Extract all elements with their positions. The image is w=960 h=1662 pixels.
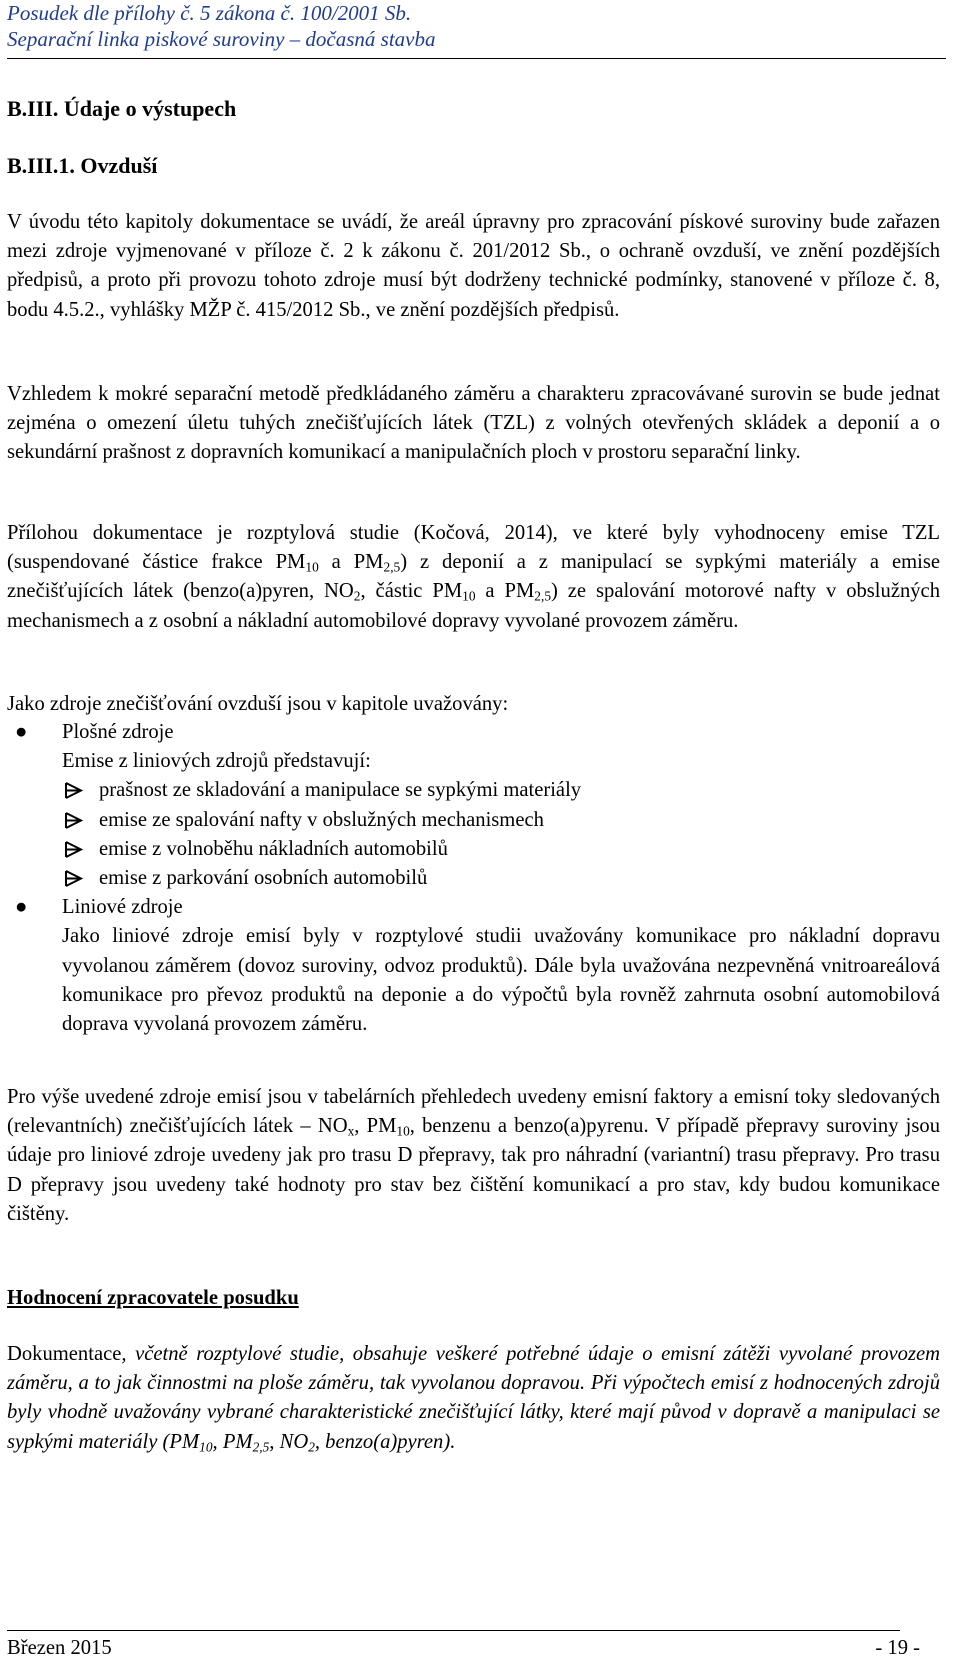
sub-list-item: emise ze spalování nafty v obslužných mechanismech [7, 806, 940, 835]
sub-list-intro: Emise z liniových zdrojů představují: [62, 750, 371, 773]
header-divider [7, 58, 946, 59]
sub-list-item: emise z volnoběhu nákladních automobilů [7, 835, 940, 864]
header-line-2: Separační linka piskové suroviny – dočasná stavba [7, 27, 436, 51]
paragraph-intro: V úvodu této kapitoly dokumentace se uvádí, že areál úpravny pro zpracování pískové suroviny bude zařazen mezi zdroje vyjmenované v příloze č. 2 k zákonu č. 201/2012 Sb., o ochraně ovzduší, ve znění pozdějších předpisů, a proto při provozu tohoto zdroje musí být dodrženy technické podmínky, stanovené v příloze č. 8, bodu 4.5.2., vyhlášky MŽP č. 415/2012 Sb., ve znění pozdějších předpisů. [7, 211, 940, 321]
header-line-1: Posudek dle přílohy č. 5 zákona č. 100/2001 Sb. [7, 1, 412, 25]
list-item-title: Plošné zdroje [62, 721, 174, 743]
sub-list-item: emise z parkování osobních automobilů [7, 864, 940, 893]
footer-date: Březen 2015 [7, 1637, 112, 1659]
subsection-heading: B.III.1. Ovzduší [7, 153, 158, 178]
page-header [7, 0, 947, 52]
paragraph-sources-intro: Jako zdroje znečišťování ovzduší jsou v kapitole uvažovány: [7, 693, 509, 715]
paragraph-dispersion-study: Přílohou dokumentace je rozptylová studie (Kočová, 2014), ve které byly vyhodnoceny emise TZL (suspendované částice frakce $PM_{10}$ a $PM_{2,5}$) z deponií a z manipulací se sypkými materiály a emise znečišťujících látek (benzo(a)pyren, $NO_2$, částic $PM_{10}$ a $PM_{2,5}$) ze spalování motorové nafty v obslužných mechanismech a z osobní a nákladní automobilové dopravy vyvolané provozem záměru. [7, 522, 940, 632]
arrow-bullet-icon [62, 864, 86, 893]
list-item-description: Jako liniové zdroje emisí byly v rozptylové studii uvažovány komunikace pro nákladní dopravu vyvolanou záměrem (dovoz suroviny, odvoz produktů). Dále byla uvažována nezpevněná vnitroareálová komunikace pro převoz produktů na deponie a do výpočtů byla rovněž zahrnuta osobní automobilová doprava vyvolaná provozem záměru. [62, 925, 940, 1036]
sources-list [7, 718, 940, 1039]
section-heading: B.III. Údaje o výstupech [7, 96, 237, 121]
sub-list-item: prašnost ze skladování a manipulace se sypkými materiály [7, 776, 940, 805]
evaluation-heading: Hodnocení zpracovatele posudku [7, 1287, 299, 1309]
bullet-icon: ● [15, 721, 28, 743]
list-item [7, 718, 940, 747]
arrow-bullet-icon [62, 835, 86, 864]
arrow-bullet-icon [62, 776, 86, 805]
list-item [7, 893, 940, 922]
list-item-title: Liniové zdroje [62, 896, 183, 919]
arrow-bullet-icon [62, 806, 86, 835]
footer-divider [7, 1630, 900, 1631]
bullet-icon: ● [15, 896, 28, 919]
paragraph-method: Vzhledem k mokré separační metodě předkládaného záměru a charakteru zpracovávané surovin se bude jednat zejména o omezení úletu tuhých znečišťujících látek (TZL) z volných otevřených skládek a deponií a o sekundární prašnost z dopravních komunikací a manipulačních ploch v prostoru separační linky. [7, 383, 940, 464]
page-number: - 19 - [875, 1637, 920, 1659]
evaluation-text: Dokumentace, včetně rozptylové studie, obsahuje veškeré potřebné údaje o emisní zátěži vyvolané provozem záměru, a to jak činnostmi na ploše záměru, tak vyvolanou dopravou. Při výpočtech emisí z hodnocených zdrojů byly vhodně uvažovány vybrané charakteristické znečišťující látky, které mají původ v dopravě a manipulaci se sypkými materiály ($PM_{10}$, $PM_{2,5}$, $NO_2$, benzo(a)pyren). [7, 1343, 940, 1454]
paragraph-emission-factors: Pro výše uvedené zdroje emisí jsou v tabelárních přehledech uvedeny emisní faktory a emisní toky sledovaných (relevantních) znečišťujících látek – $NO_x$, $PM_{10}$, benzenu a benzo(a)pyrenu. V případě přepravy suroviny jsou údaje pro liniové zdroje uvedeny jak pro trasu D přepravy, tak pro náhradní (variantní) trasu přepravy. Pro trasu D přepravy jsou uvedeny také hodnoty pro stav bez čištění komunikací a pro stav, kdy budou komunikace čištěny. [7, 1086, 941, 1225]
